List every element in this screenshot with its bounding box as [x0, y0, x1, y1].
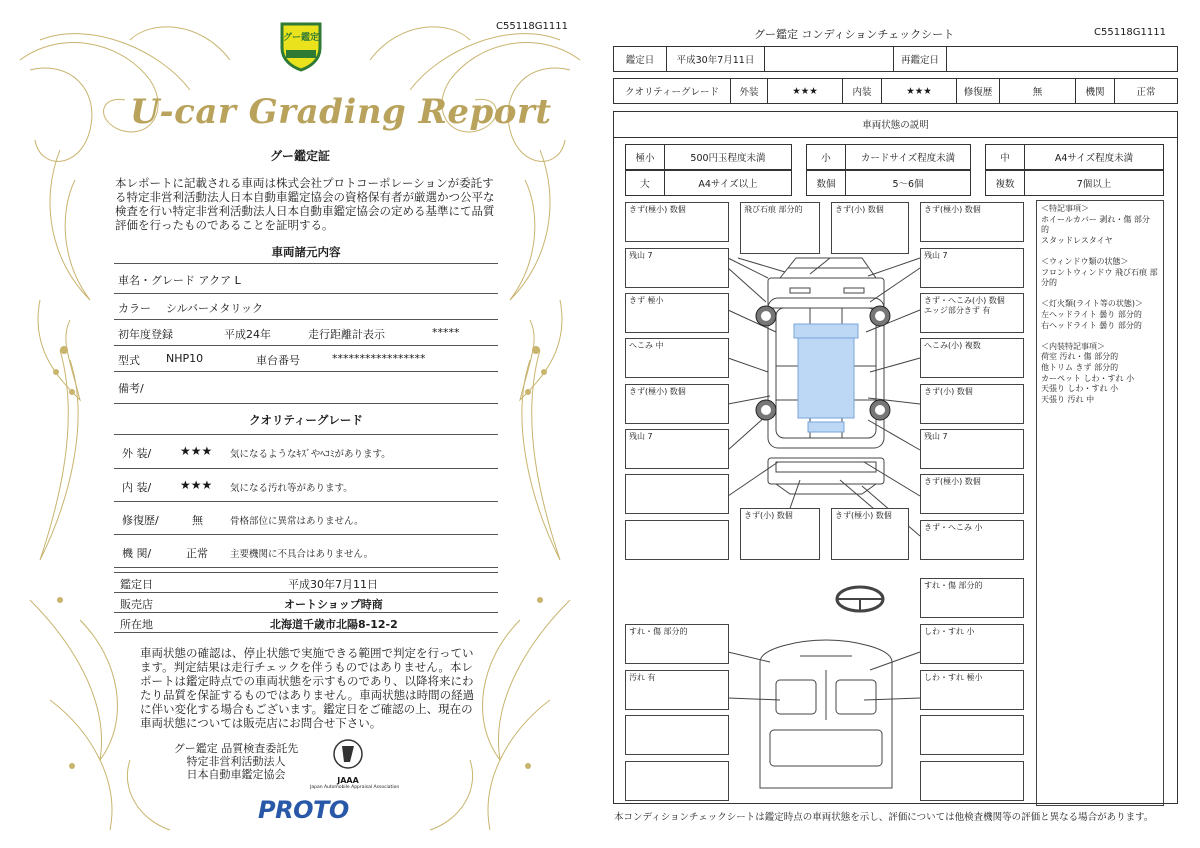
- damage-box-front-right: きず(極小) 数個: [920, 202, 1024, 242]
- exterior-note: 気になるようなｷｽﾞやﾍｺﾐがあります。: [230, 449, 391, 460]
- damage-box-right-quarter: きず(極小) 数個: [920, 474, 1024, 514]
- legend-desc: 5～6個: [845, 170, 971, 196]
- legend-desc: A4サイズ以上: [664, 170, 792, 196]
- row-interior: [114, 468, 498, 502]
- row-remarks: [114, 371, 498, 404]
- address-label: 所在地: [120, 618, 153, 631]
- damage-box-left-quarter: [625, 474, 729, 514]
- engine-label: 機関: [1075, 78, 1115, 104]
- exterior-label: 外装: [730, 78, 768, 104]
- reinspect-label: 再鑑定日: [893, 46, 947, 72]
- damage-box-interior-8: [920, 761, 1024, 801]
- color-label: カラー: [118, 302, 151, 315]
- note-line: ＜内装特記事項＞: [1041, 341, 1105, 351]
- damage-box-tire-fr: 残山 7: [920, 248, 1024, 288]
- damage-box-tire-rl: 残山 7: [625, 429, 729, 469]
- damage-box-rear-center-right: きず(極小) 数個: [831, 508, 909, 560]
- repair-value: 無: [192, 514, 203, 527]
- special-notes: [1036, 200, 1164, 806]
- interior-stars: ★★★: [881, 78, 957, 104]
- damage-box-right-rear-door: きず(小) 数個: [920, 384, 1024, 424]
- date-label: 鑑定日: [120, 578, 153, 591]
- note-line: カーペット しわ・すれ 小: [1041, 373, 1135, 383]
- row-repair: [114, 501, 498, 535]
- remarks-label: 備考/: [118, 382, 144, 395]
- note-line: フロントウィンドウ 飛び石痕 部: [1041, 267, 1158, 277]
- damage-box-right-front-door: へこみ(小) 複数: [920, 338, 1024, 378]
- note-line: 分的: [1041, 278, 1057, 288]
- legend-size: 複数: [985, 170, 1025, 196]
- first-reg-label: 初年度登録: [118, 328, 173, 341]
- damage-box-rear-left: [625, 520, 729, 560]
- note-line: 荷室 汚れ・傷 部分的: [1041, 352, 1119, 362]
- jaaa-emblem-icon: [310, 738, 386, 772]
- disclaimer-paragraph: 車両状態の確認は、停止状態で実施できる範囲で判定を行っています。判定結果は走行チェックを伴うものではありません。本レポートは鑑定時点での車両状態を示すものであり、以降将来にわたり品質を保証するものではありません。車両状態は時間の経過に伴い変化する場合もございます。鑑定日をご確認の上、現在の車両状態については販売店にお問合せ下さい。: [140, 646, 475, 730]
- row-name-grade: [114, 263, 498, 294]
- note-line: [1041, 289, 1159, 300]
- legend-desc: A4サイズ程度未満: [1024, 144, 1164, 170]
- note-line: 他トリム きず 部分的: [1041, 362, 1119, 372]
- row-date: [114, 572, 498, 593]
- reinspect-value: [946, 46, 1178, 72]
- repair-label: 修復歴/: [122, 514, 159, 527]
- note-line: [1041, 246, 1159, 257]
- damage-box-interior-2: しわ・すれ 小: [920, 624, 1024, 664]
- sign-line: グー鑑定 品質検査委託先: [173, 742, 299, 755]
- note-line: ＜ウィンドウ類の状態＞: [1041, 256, 1129, 266]
- legend-size: 数個: [806, 170, 846, 196]
- engine-note: 主要機関に不具合はありません。: [230, 549, 374, 560]
- legend-size: 中: [985, 144, 1025, 170]
- legend-size: 小: [806, 144, 846, 170]
- note-line: 右ヘッドライト 曇り 部分的: [1041, 320, 1142, 330]
- damage-box-tire-rr: 残山 7: [920, 429, 1024, 469]
- damage-box-interior-6: [920, 715, 1024, 755]
- damage-box-front-left: きず(極小) 数個: [625, 202, 729, 242]
- jaaa-logo: [310, 738, 400, 790]
- vehicle-section-title: 車両諸元内容: [271, 245, 341, 259]
- address-value: 北海道千歳市北陽8-12-2: [270, 618, 398, 631]
- repair-value: 無: [999, 78, 1076, 104]
- interior-stars: ★★★: [180, 478, 213, 492]
- engine-label: 機 関/: [122, 547, 152, 560]
- exterior-stars: ★★★: [767, 78, 843, 104]
- inspect-date-blank: [764, 46, 894, 72]
- damage-box-rear-right: きず・へこみ 小: [920, 520, 1024, 560]
- shop-label: 販売店: [120, 598, 153, 611]
- certificate-title: グー鑑定証: [269, 149, 330, 163]
- note-line: 的: [1041, 225, 1049, 235]
- legend-desc: カードサイズ程度未満: [845, 144, 971, 170]
- row-engine: [114, 534, 498, 568]
- row-color: [114, 293, 498, 320]
- damage-box-front-center: きず(小) 数個: [831, 202, 909, 254]
- damage-box-left-rear-door: きず(極小) 数個: [625, 384, 729, 424]
- damage-box-interior-3: 汚れ 有: [625, 670, 729, 710]
- legend-desc: 7個以上: [1024, 170, 1164, 196]
- damage-box-steering: すれ・傷 部分的: [920, 578, 1024, 618]
- row-shop: [114, 592, 498, 613]
- note-line: 天張り 汚れ 中: [1041, 394, 1095, 404]
- row-exterior: [114, 434, 498, 469]
- row-model: [114, 345, 498, 372]
- row-first-reg: [114, 319, 498, 346]
- note-line: 左ヘッドライト 曇り 部分的: [1041, 309, 1142, 319]
- report-script-title: U-car Grading Report: [130, 92, 552, 132]
- inspect-date-label: 鑑定日: [613, 46, 667, 72]
- color-value: シルバーメタリック: [166, 302, 263, 315]
- sheet-code: C55118G1111: [1094, 27, 1166, 38]
- damage-box-interior-1: すれ・傷 部分的: [625, 624, 729, 664]
- damage-box-right-fender: きず・へこみ(小) 数個 エッジ部分きず 有: [920, 293, 1024, 333]
- legend-size: 極小: [625, 144, 665, 170]
- interior-label: 内装: [842, 78, 882, 104]
- note-line: ホイールカバー 剥れ・傷 部分: [1041, 214, 1150, 224]
- engine-value: 正常: [186, 547, 208, 560]
- damage-box-windshield: 飛び石痕 部分的: [740, 202, 820, 254]
- proto-logo: PROTO: [258, 796, 349, 824]
- damage-box-interior-5: [625, 715, 729, 755]
- date-value: 平成30年7月11日: [288, 578, 378, 591]
- exterior-stars: ★★★: [180, 444, 213, 458]
- chassis-label: 車台番号: [256, 354, 300, 367]
- damage-box-interior-4: しわ・すれ 極小: [920, 670, 1024, 710]
- exterior-label: 外 装/: [122, 447, 152, 460]
- badge-label: グー鑑定: [282, 33, 319, 43]
- note-line: ＜特記事項＞: [1041, 204, 1089, 213]
- mileage-label: 走行距離計表示: [308, 328, 385, 341]
- inspect-date-value: 平成30年7月11日: [666, 46, 765, 72]
- interior-label: 内 装/: [122, 481, 152, 494]
- jaaa-subtitle: Japan Automobile Appraisal Association: [310, 785, 400, 790]
- report-code: C55118G1111: [496, 21, 568, 32]
- chassis-value: *****************: [332, 352, 426, 365]
- interior-note: 気になる汚れ等があります。: [230, 483, 353, 494]
- mileage-value: *****: [432, 326, 460, 339]
- note-line: ＜灯火類(ライト等の状態)＞: [1041, 299, 1144, 309]
- repair-label: 修復歴: [956, 78, 1000, 104]
- state-heading: 車両状態の説明: [613, 111, 1178, 138]
- note-line: 天張り しわ・すれ 小: [1041, 384, 1119, 394]
- row-address: [114, 612, 498, 633]
- engine-value: 正常: [1114, 78, 1178, 104]
- damage-box-rear-center-left: きず(小) 数個: [740, 508, 820, 560]
- sign-line: 特定非営利活動法人: [186, 755, 286, 768]
- goo-kantei-badge: [278, 20, 324, 72]
- repair-note: 骨格部位に異常はありません。: [230, 516, 364, 527]
- model-label: 型式: [118, 354, 140, 367]
- damage-box-tire-fl: 残山 7: [625, 248, 729, 288]
- grade-label: クオリティーグレード: [613, 78, 731, 104]
- quality-section-title: クオリティーグレード: [249, 413, 363, 427]
- legend-desc: 500円玉程度未満: [664, 144, 792, 170]
- jaaa-label: JAAA: [337, 776, 359, 785]
- damage-box-left-fender: きず 極小: [625, 293, 729, 333]
- note-line: [1041, 331, 1159, 342]
- name-grade: 車名・グレード アクア L: [118, 274, 241, 287]
- damage-box-interior-7: [625, 761, 729, 801]
- sign-line: 日本自動車鑑定協会: [186, 768, 286, 781]
- damage-box-left-front-door: へこみ 中: [625, 338, 729, 378]
- signature-block: [166, 742, 306, 781]
- model-value: NHP10: [166, 352, 204, 365]
- note-line: スタッドレスタイヤ: [1041, 235, 1113, 245]
- sheet-footer: 本コンディションチェックシートは鑑定時点の車両状態を示し、評価については他検査機関等の評価と異なる場合があります。: [614, 812, 1154, 823]
- first-reg-value: 平成24年: [224, 328, 271, 341]
- sheet-title: グー鑑定 コンディションチェックシート: [754, 28, 955, 41]
- intro-paragraph: 本レポートに記載される車両は株式会社プロトコーポレーションが委託する特定非営利活動法人日本自動車鑑定協会の資格保有者が厳選かつ公平な検査を行い特定非営利活動法人日本自動車鑑定協会の定める基準にて品質評価を行ったものであることを証明する。: [115, 176, 495, 232]
- legend-size: 大: [625, 170, 665, 196]
- shop-value: オートショップ時商: [284, 598, 383, 611]
